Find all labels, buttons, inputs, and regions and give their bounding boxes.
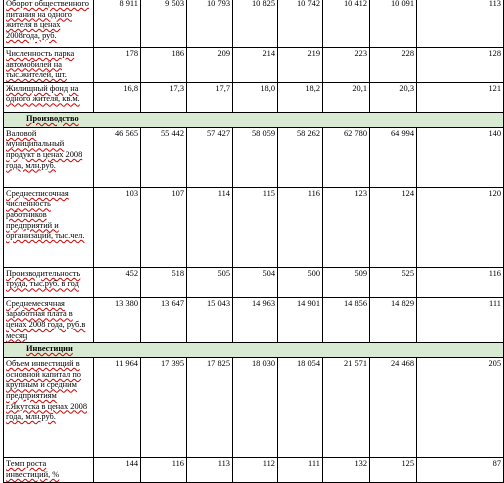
section-header-cell <box>4 343 504 358</box>
section-title: Инвестиции <box>26 344 73 354</box>
value-cell: 111 <box>278 458 323 483</box>
value-cell: 228 <box>370 48 417 83</box>
growth-index-cell: 120 <box>417 187 504 267</box>
value-cell: 11 964 <box>94 358 141 458</box>
value-cell: 214 <box>233 48 278 83</box>
value-cell: 10 793 <box>187 0 233 48</box>
value-cell: 64 994 <box>370 127 417 187</box>
value-cell: 55 442 <box>141 127 187 187</box>
row-label: Темп роста инвестиций, % <box>6 459 60 479</box>
value-cell: 114 <box>187 187 233 267</box>
growth-index-cell: 113 <box>417 0 504 48</box>
section-header-cell <box>4 112 504 127</box>
value-cell: 112 <box>233 458 278 483</box>
value-cell: 10 742 <box>278 0 323 48</box>
growth-index-cell: 121 <box>417 82 504 112</box>
value-cell: 124 <box>370 187 417 267</box>
value-cell: 209 <box>187 48 233 83</box>
value-cell: 24 468 <box>370 358 417 458</box>
value-cell: 14 901 <box>278 297 323 342</box>
value-cell: 518 <box>141 267 187 297</box>
row-label-cell <box>4 187 94 267</box>
row-label: Оборот общественного питания на одного жителя в ценах 2008года, руб. <box>6 0 89 40</box>
value-cell: 17,3 <box>141 82 187 112</box>
value-cell: 116 <box>278 187 323 267</box>
table-row <box>4 0 504 48</box>
table-row <box>4 458 504 483</box>
statistics-table <box>3 0 504 483</box>
value-cell: 46 565 <box>94 127 141 187</box>
value-cell: 58 262 <box>278 127 323 187</box>
value-cell: 17 395 <box>141 358 187 458</box>
section-header-row <box>4 112 504 127</box>
row-label: Производительность труда, тыс.руб. в год <box>6 268 81 289</box>
value-cell: 58 059 <box>233 127 278 187</box>
value-cell: 500 <box>278 267 323 297</box>
value-cell: 20,3 <box>370 82 417 112</box>
row-label: Объем инвестиций в основной капитал по крупным и средним предприятиям г.Якутска в ценах 2008 года, млн.руб. <box>6 359 88 422</box>
table-row <box>4 267 504 297</box>
value-cell: 186 <box>141 48 187 83</box>
row-label-cell <box>4 358 94 458</box>
value-cell: 452 <box>94 267 141 297</box>
value-cell: 18 030 <box>233 358 278 458</box>
value-cell: 113 <box>187 458 233 483</box>
value-cell: 223 <box>323 48 370 83</box>
growth-index-cell: 87 <box>417 458 504 483</box>
value-cell: 504 <box>233 267 278 297</box>
table-row <box>4 82 504 112</box>
value-cell: 14 829 <box>370 297 417 342</box>
value-cell: 18,0 <box>233 82 278 112</box>
value-cell: 13 647 <box>141 297 187 342</box>
table-row <box>4 127 504 187</box>
row-label: Среднесписочная численность работников предприятий и организаций, тыс.чел. <box>6 188 85 241</box>
value-cell: 132 <box>323 458 370 483</box>
value-cell: 505 <box>187 267 233 297</box>
growth-index-cell: 128 <box>417 48 504 83</box>
value-cell: 123 <box>323 187 370 267</box>
row-label: Валовой муниципальный продукт в ценах 2008 года, млн.руб. <box>6 128 83 170</box>
value-cell: 10 091 <box>370 0 417 48</box>
value-cell: 20,1 <box>323 82 370 112</box>
row-label-cell <box>4 297 94 342</box>
value-cell: 178 <box>94 48 141 83</box>
table-row <box>4 297 504 342</box>
growth-index-cell: 205 <box>417 358 504 458</box>
value-cell: 15 043 <box>187 297 233 342</box>
row-label-cell <box>4 0 94 48</box>
value-cell: 10 825 <box>233 0 278 48</box>
value-cell: 116 <box>141 458 187 483</box>
value-cell: 17,7 <box>187 82 233 112</box>
value-cell: 62 780 <box>323 127 370 187</box>
value-cell: 9 503 <box>141 0 187 48</box>
table-body <box>4 0 504 483</box>
value-cell: 509 <box>323 267 370 297</box>
value-cell: 10 412 <box>323 0 370 48</box>
row-label: Жилищный фонд на одного жителя, кв.м. <box>6 83 80 104</box>
value-cell: 14 856 <box>323 297 370 342</box>
value-cell: 115 <box>233 187 278 267</box>
row-label: Среднемесячная заработная плата в ценах 2008 года, руб.в месяц <box>6 298 86 340</box>
section-header-row <box>4 343 504 358</box>
statistics-document <box>3 0 501 483</box>
table-row <box>4 48 504 83</box>
row-label-cell <box>4 82 94 112</box>
value-cell: 107 <box>141 187 187 267</box>
table-row <box>4 358 504 458</box>
row-label-cell <box>4 267 94 297</box>
value-cell: 103 <box>94 187 141 267</box>
growth-index-cell: 140 <box>417 127 504 187</box>
value-cell: 8 911 <box>94 0 141 48</box>
row-label-cell <box>4 48 94 83</box>
value-cell: 13 380 <box>94 297 141 342</box>
value-cell: 18 054 <box>278 358 323 458</box>
row-label-cell <box>4 458 94 483</box>
value-cell: 14 963 <box>233 297 278 342</box>
value-cell: 219 <box>278 48 323 83</box>
value-cell: 18,2 <box>278 82 323 112</box>
value-cell: 144 <box>94 458 141 483</box>
growth-index-cell: 111 <box>417 297 504 342</box>
value-cell: 17 825 <box>187 358 233 458</box>
value-cell: 57 427 <box>187 127 233 187</box>
row-label-cell <box>4 127 94 187</box>
value-cell: 21 571 <box>323 358 370 458</box>
row-label: Численность парка автомобилей на тыс.жителей, шт. <box>6 49 75 80</box>
value-cell: 125 <box>370 458 417 483</box>
value-cell: 16,8 <box>94 82 141 112</box>
growth-index-cell: 116 <box>417 267 504 297</box>
section-title: Производство <box>26 113 79 123</box>
value-cell: 525 <box>370 267 417 297</box>
table-row <box>4 187 504 267</box>
